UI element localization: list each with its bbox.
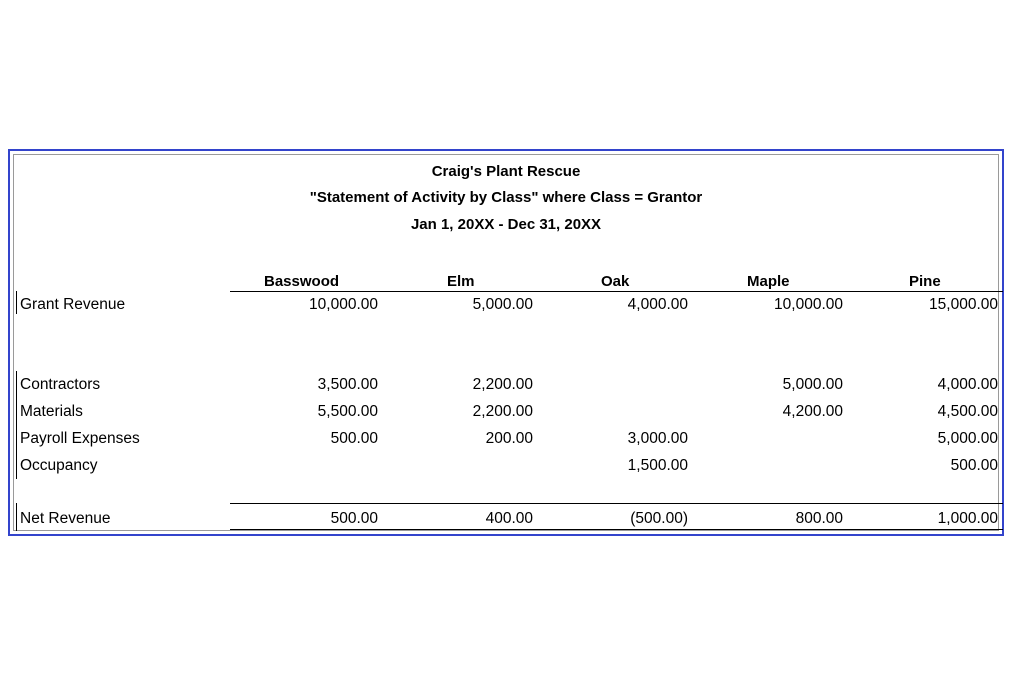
cell-grant-elm: 5,000.00 bbox=[472, 296, 533, 313]
cell-net-elm: 400.00 bbox=[485, 510, 533, 527]
column-header-basswood: Basswood bbox=[264, 273, 340, 290]
row-label-occupancy: Occupancy bbox=[20, 457, 98, 474]
cell-grant-oak: 4,000.00 bbox=[627, 296, 688, 313]
row-label-grant-revenue: Grant Revenue bbox=[20, 296, 126, 313]
row-label-payroll: Payroll Expenses bbox=[20, 430, 140, 447]
cell-materials-basswood: 5,500.00 bbox=[317, 403, 378, 420]
column-header-pine: Pine bbox=[909, 273, 941, 290]
bottom-rule bbox=[230, 529, 1003, 530]
report-period: Jan 1, 20XX - Dec 31, 20XX bbox=[410, 216, 602, 233]
cell-contractors-elm: 2,200.00 bbox=[472, 376, 533, 393]
cell-net-pine: 1,000.00 bbox=[937, 510, 998, 527]
row-label-contractors: Contractors bbox=[20, 376, 101, 393]
report-subtitle: "Statement of Activity by Class" where Class = Grantor bbox=[309, 189, 703, 206]
cell-grant-maple: 10,000.00 bbox=[774, 296, 843, 313]
label-separator bbox=[16, 291, 17, 314]
cell-net-basswood: 500.00 bbox=[330, 510, 378, 527]
total-rule bbox=[230, 503, 1003, 504]
label-separator bbox=[16, 371, 17, 479]
cell-contractors-maple: 5,000.00 bbox=[782, 376, 843, 393]
report-frame bbox=[8, 149, 1004, 536]
label-separator bbox=[16, 503, 17, 531]
cell-payroll-pine: 5,000.00 bbox=[937, 430, 998, 447]
cell-payroll-oak: 3,000.00 bbox=[627, 430, 688, 447]
row-label-materials: Materials bbox=[20, 403, 83, 420]
cell-net-oak: (500.00) bbox=[630, 510, 688, 527]
column-header-elm: Elm bbox=[447, 273, 475, 290]
cell-contractors-basswood: 3,500.00 bbox=[317, 376, 378, 393]
cell-materials-elm: 2,200.00 bbox=[472, 403, 533, 420]
cell-payroll-elm: 200.00 bbox=[485, 430, 533, 447]
cell-grant-basswood: 10,000.00 bbox=[309, 296, 378, 313]
cell-contractors-pine: 4,000.00 bbox=[937, 376, 998, 393]
cell-materials-maple: 4,200.00 bbox=[782, 403, 843, 420]
row-label-net-revenue: Net Revenue bbox=[20, 510, 111, 527]
report-body bbox=[13, 154, 999, 531]
column-header-oak: Oak bbox=[601, 273, 630, 290]
report-title: Craig's Plant Rescue bbox=[431, 163, 581, 180]
cell-occupancy-pine: 500.00 bbox=[950, 457, 998, 474]
column-header-maple: Maple bbox=[747, 273, 790, 290]
cell-net-maple: 800.00 bbox=[795, 510, 843, 527]
cell-occupancy-oak: 1,500.00 bbox=[627, 457, 688, 474]
header-underline bbox=[230, 291, 1003, 292]
cell-grant-pine: 15,000.00 bbox=[929, 296, 998, 313]
cell-materials-pine: 4,500.00 bbox=[937, 403, 998, 420]
cell-payroll-basswood: 500.00 bbox=[330, 430, 378, 447]
